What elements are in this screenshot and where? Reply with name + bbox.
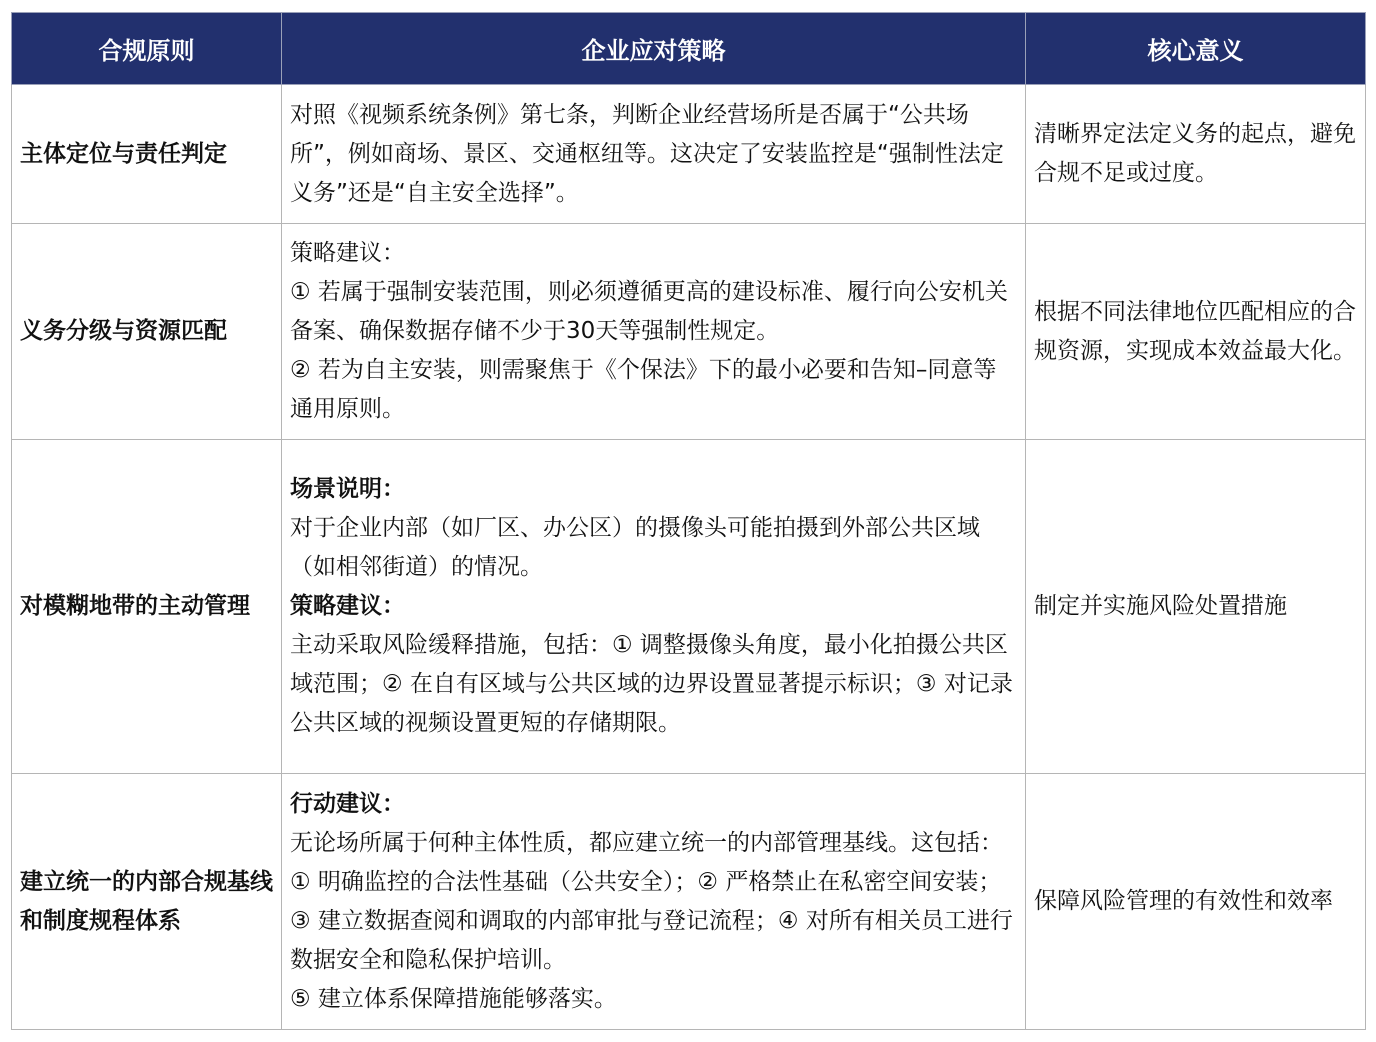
header-principle: 合规原则 — [12, 13, 282, 85]
strategy-text: ⑤ 建立体系保障措施能够落实。 — [290, 985, 617, 1012]
principle-cell: 建立统一的内部合规基线和制度规程体系 — [12, 774, 282, 1030]
strategy-heading: 策略建议： — [290, 240, 405, 266]
scene-text: 对于企业内部（如厂区、办公区）的摄像头可能拍摄到外部公共区域（如相邻街道）的情况。 — [290, 515, 980, 580]
table-row — [12, 440, 1366, 774]
strategy-cell — [282, 440, 1026, 774]
compliance-table — [11, 12, 1366, 1030]
strategy-text: ② 若为自主安装，则需聚焦于《个保法》下的最小必要和告知–同意等通用原则。 — [290, 357, 997, 422]
principle-cell: 义务分级与资源匹配 — [12, 224, 282, 440]
header-row — [12, 13, 1366, 85]
principle-cell: 对模糊地带的主动管理 — [12, 440, 282, 774]
principle-cell: 主体定位与责任判定 — [12, 85, 282, 224]
table-row — [12, 85, 1366, 224]
meaning-cell: 保障风险管理的有效性和效率 — [1026, 774, 1366, 1030]
table-body — [12, 85, 1366, 1030]
strategy-heading: 策略建议： — [290, 593, 405, 619]
table-row — [12, 224, 1366, 440]
meaning-cell: 制定并实施风险处置措施 — [1026, 440, 1366, 774]
strategy-text: 对照《视频系统条例》第七条，判断企业经营场所是否属于“公共场所”，例如商场、景区、交通枢纽等。这决定了安装监控是“强制性法定义务”还是“自主安全选择”。 — [290, 101, 1004, 206]
strategy-cell — [282, 85, 1026, 224]
header-meaning: 核心意义 — [1026, 13, 1366, 85]
meaning-cell: 清晰界定法定义务的起点，避免合规不足或过度。 — [1026, 85, 1366, 224]
strategy-text: ① 若属于强制安装范围，则必须遵循更高的建设标准、履行向公安机关备案、确保数据存储不少于30天等强制性规定。 — [290, 279, 1008, 344]
header-strategy: 企业应对策略 — [282, 13, 1026, 85]
meaning-cell: 根据不同法律地位匹配相应的合规资源，实现成本效益最大化。 — [1026, 224, 1366, 440]
strategy-text: 主动采取风险缓释措施，包括：① 调整摄像头角度，最小化拍摄公共区域范围；② 在自有区域与公共区域的边界设置显著提示标识；③ 对记录公共区域的视频设置更短的存储期限。 — [290, 632, 1013, 736]
strategy-cell — [282, 774, 1026, 1030]
strategy-heading: 行动建议： — [290, 790, 405, 817]
strategy-cell — [282, 224, 1026, 440]
table-row — [12, 774, 1366, 1030]
table-header — [12, 13, 1366, 85]
strategy-text: 无论场所属于何种主体性质，都应建立统一的内部管理基线。这包括：① 明确监控的合法性基础（公共安全）；② 严格禁止在私密空间安装；③ 建立数据查阅和调取的内部审批与登记流程；④ 对所有相关员工进行数据安全和隐私保护培训。 — [290, 829, 1013, 973]
scene-heading: 场景说明： — [290, 476, 405, 502]
